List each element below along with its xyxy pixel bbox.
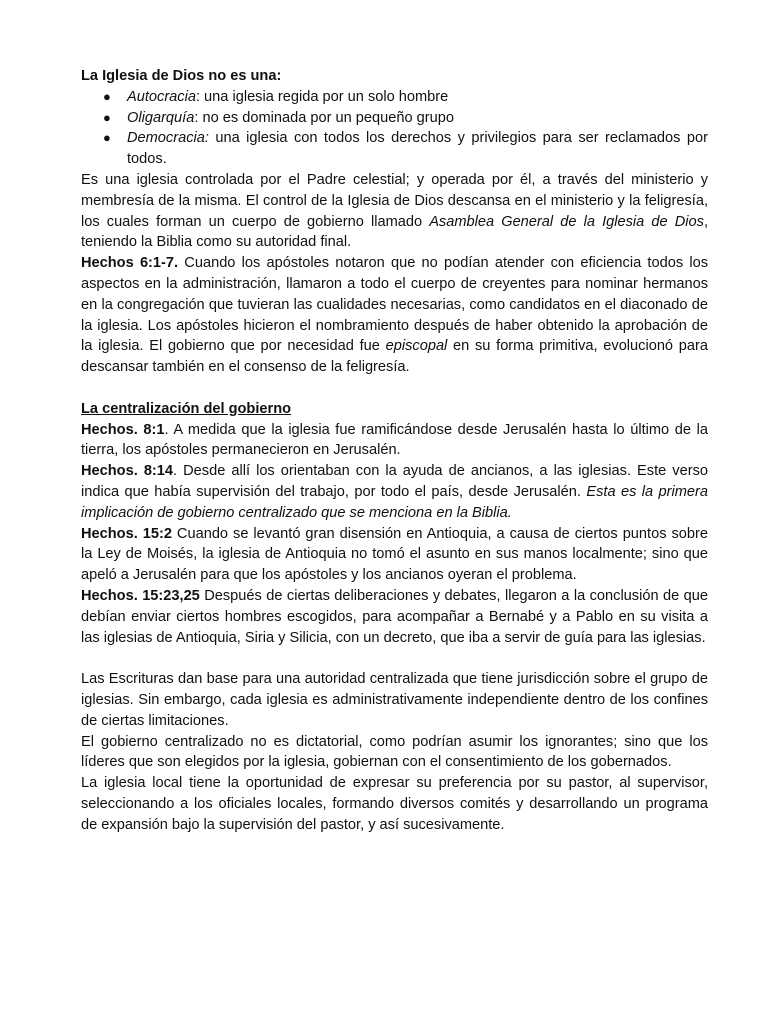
paragraph-text: Es una iglesia controlada por el Padre celestial; y operada por él, a través del ministerio y membresía de la misma. El control de la Iglesia de Dios descansa en el ministerio y la feligresía, los cuales forman un cuerpo de gobierno llamado [81, 171, 708, 230]
bullet-term: Autocracia [127, 88, 196, 105]
bible-reference: Hechos 6:1-7. [81, 255, 179, 272]
spacer [81, 648, 708, 669]
paragraph-gobierno-centralizado: El gobierno centralizado no es dictatorial, como podrían asumir los ignorantes; sino que los líderes que son elegidos por la iglesia, gobiernan con el consentimiento de los gobernados. [81, 733, 708, 771]
bullet-text: una iglesia con todos los derechos y privilegios para ser reclamados por todos. [127, 130, 708, 168]
paragraph-hechos-8-1 [81, 420, 708, 462]
paragraph-hechos-6 [81, 253, 708, 378]
paragraph-text: Cuando los apóstoles notaron que no podían atender con eficiencia todos los aspectos en la administración, llamaron a todo el cuerpo de creyentes para nominar hermanos en la congregación que tuvieran las cualidades necesarias, como candidatos en el diaconado de la iglesia. Los apóstoles hicieron el nombramiento después de haber obtenido la aprobación de la iglesia. El gobierno que por necesidad fue [81, 255, 708, 355]
bible-reference: Hechos. 8:1 [81, 421, 165, 438]
italic-text: Esta es la primera implicación de gobierno centralizado que se menciona en la Biblia. [81, 483, 708, 521]
paragraph-text: en su forma primitiva, evolucionó para descansar también en el consenso de la feligresía. [81, 338, 708, 376]
bullet-icon: ● [103, 109, 111, 125]
document-body [81, 66, 708, 835]
section-heading-centralizacion: La centralización del gobierno [81, 400, 292, 417]
list-item [81, 87, 708, 108]
list-item [81, 128, 708, 170]
bullet-text: : una iglesia regida por un solo hombre [195, 88, 449, 105]
paragraph-escrituras: Las Escrituras dan base para una autoridad centralizada que tiene jurisdicción sobre el grupo de iglesias. Sin embargo, cada iglesia es administrativamente independiente dentro de los confines de ciertas limitaciones. [81, 671, 708, 729]
bullet-text: : no es dominada por un pequeño grupo [194, 109, 454, 126]
bullet-icon: ● [103, 130, 111, 146]
italic-text: episcopal [385, 338, 448, 355]
paragraph-hechos-15-2 [81, 524, 708, 586]
spacer [81, 378, 708, 399]
bullet-icon: ● [103, 88, 111, 104]
paragraph-text: Después de ciertas deliberaciones y debates, llegaron a la conclusión de que debían enviar ciertos hombres escogidos, para acompañar a Bernabé y a Pablo en su visita a las iglesias de Antioquia, Siria y Silicia, con un decreto, que iba a servir de guía para las iglesias. [81, 587, 708, 646]
paragraph-hechos-15-23 [81, 586, 708, 648]
paragraph-text: , teniendo la Biblia como su autoridad final. [81, 213, 708, 251]
paragraph-iglesia-local: La iglesia local tiene la oportunidad de expresar su preferencia por su pastor, al supervisor, seleccionando a los oficiales locales, formando diversos comités y desarrollando un programa de expansión bajo la supervisión del pastor, y así sucesivamente. [81, 775, 708, 833]
bullet-term: Oligarquía [127, 109, 195, 126]
bullet-term: Democracia: [127, 130, 209, 147]
paragraph-iglesia-controlada [81, 170, 708, 253]
paragraph-text: . Desde allí los orientaban con la ayuda de ancianos, a las iglesias. Este verso indica que había supervisión del trabajo, por todo el país, desde Jerusalén. [81, 463, 708, 500]
bible-reference: Hechos. 15:2 [81, 525, 172, 542]
section-heading-iglesia: La Iglesia de Dios no es una: [81, 68, 282, 84]
bible-reference: Hechos. 15:23,25 [81, 587, 200, 604]
bible-reference: Hechos. 8:14 [81, 463, 174, 480]
paragraph-text: . A medida que la iglesia fue ramificándose desde Jerusalén hasta lo último de la tierra, los apóstoles permanecieron en Jerusalén. [81, 421, 708, 459]
paragraph-text: Cuando se levantó gran disensión en Antioquia, a causa de ciertos puntos sobre la Ley de Moisés, la iglesia de Antioquia no tomó el asunto en sus manos localmente; sino que apeló a Jerusalén para que los apóstoles y los ancianos oyeran el problema. [81, 525, 708, 584]
paragraph-hechos-8-14 [81, 461, 708, 523]
italic-text: Asamblea General de la Iglesia de Dios [429, 213, 704, 230]
list-item [81, 108, 708, 129]
bullet-list [81, 87, 708, 170]
